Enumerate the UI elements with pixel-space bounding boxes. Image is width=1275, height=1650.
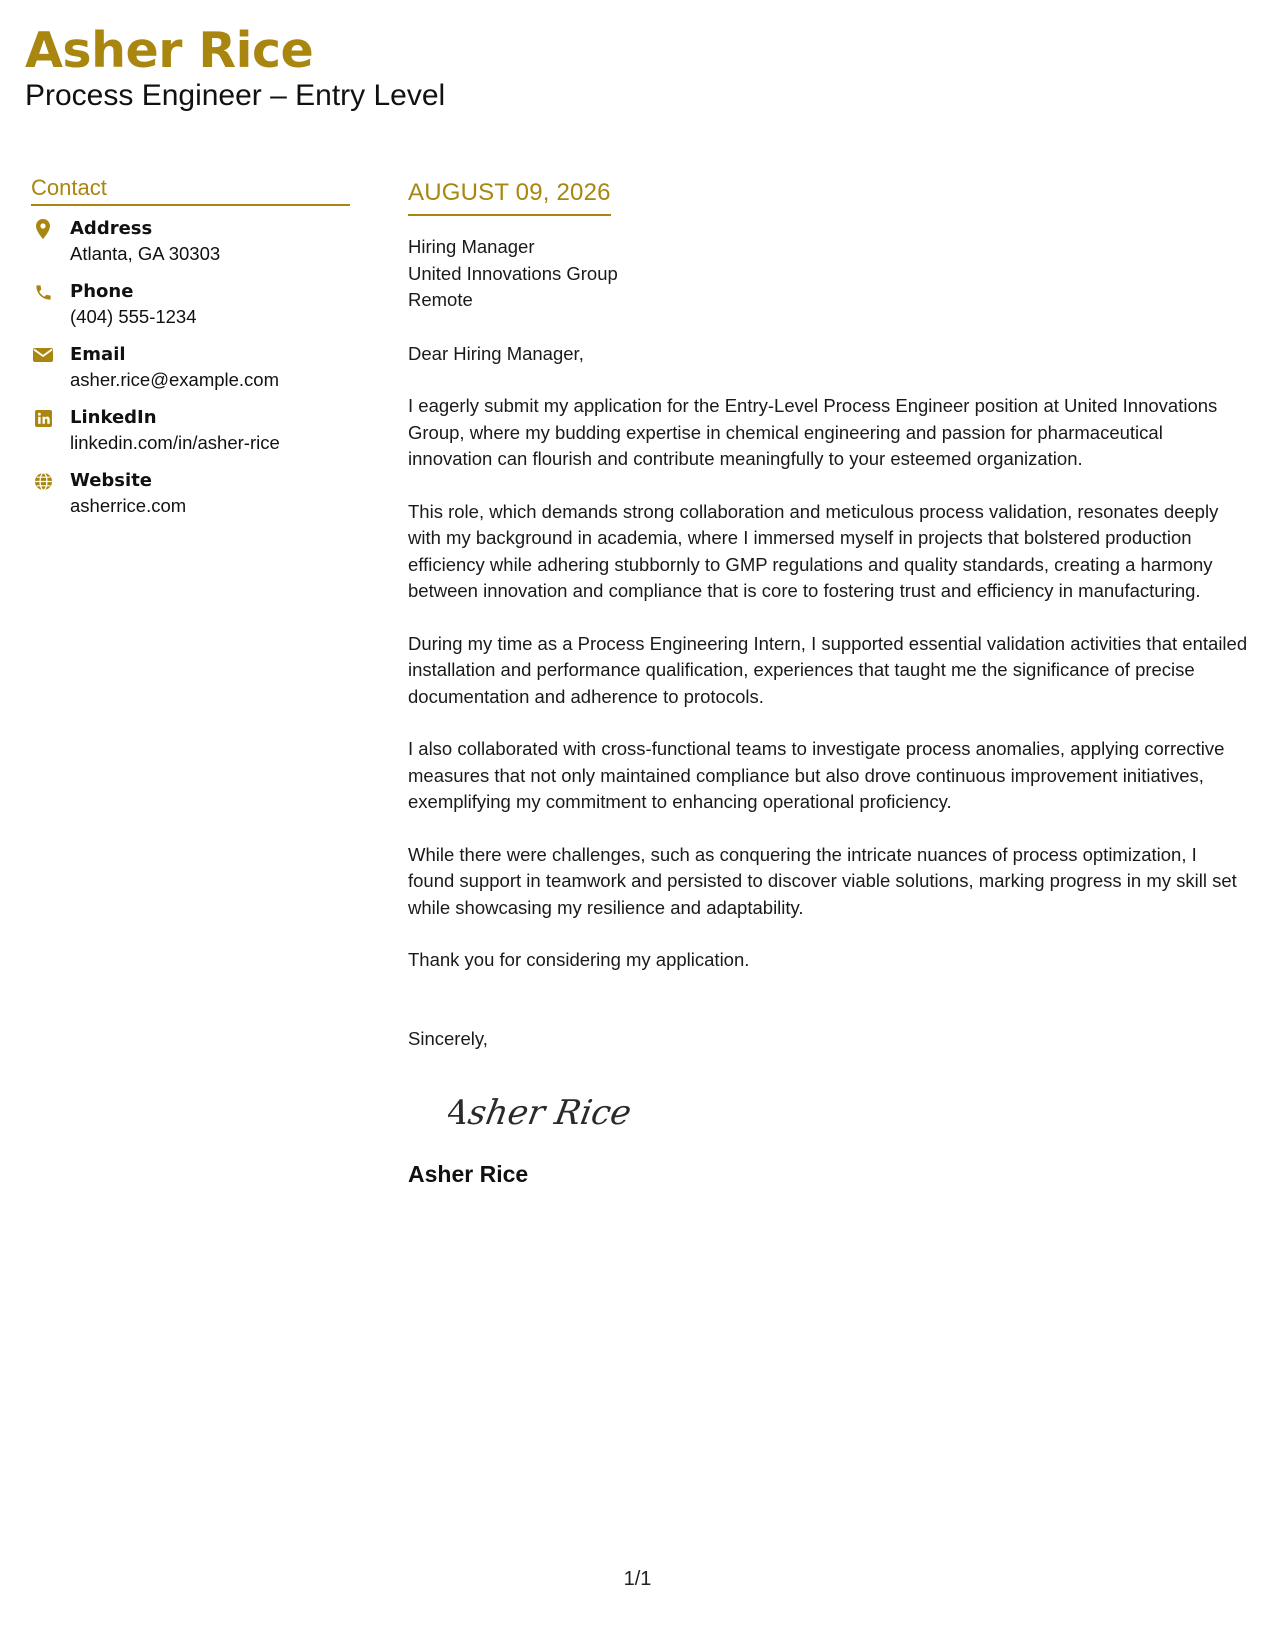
contact-item-address bbox=[31, 216, 350, 279]
handwritten-signature bbox=[448, 1080, 668, 1140]
applicant-name: Asher Rice bbox=[25, 22, 314, 79]
phone-value: (404) 555-1234 bbox=[70, 306, 197, 327]
letter-date: AUGUST 09, 2026 bbox=[408, 178, 611, 216]
contact-label: LinkedIn bbox=[70, 407, 157, 428]
contact-label: Website bbox=[70, 470, 153, 491]
letter-body bbox=[408, 178, 1248, 1188]
letter-paragraph: During my time as a Process Engineering Intern, I supported essential validation activities that entailed installation and performance qualification, experiences that taught me the significance of precise documentation and adherence to protocols. bbox=[408, 632, 1248, 707]
recipient-location: Remote bbox=[408, 289, 473, 310]
contact-item-linkedin bbox=[31, 405, 350, 468]
contact-sidebar bbox=[31, 174, 350, 531]
applicant-role: Process Engineer – Entry Level bbox=[25, 79, 446, 112]
letter-paragraph: I also collaborated with cross-functional teams to investigate process anomalies, applying corrective measures that not only maintained compliance but also drove continuous improvement initiatives, exemplifying my commitment to enhancing operational proficiency. bbox=[408, 738, 1225, 812]
contact-label: Email bbox=[70, 344, 126, 365]
location-pin-icon bbox=[33, 219, 53, 239]
closing: Sincerely, bbox=[408, 1027, 488, 1049]
salutation: Dear Hiring Manager, bbox=[408, 342, 584, 364]
letter-paragraph: Thank you for considering my application. bbox=[408, 949, 750, 970]
signer-name: Asher Rice bbox=[408, 1161, 529, 1187]
linkedin-value[interactable]: linkedin.com/in/asher-rice bbox=[70, 432, 280, 453]
email-value[interactable]: asher.rice@example.com bbox=[70, 369, 280, 390]
contact-item-website bbox=[31, 468, 350, 531]
email-icon bbox=[33, 345, 53, 365]
recipient-title: Hiring Manager bbox=[408, 236, 535, 257]
contact-item-phone bbox=[31, 279, 350, 342]
letter-paragraph: I eagerly submit my application for the Entry-Level Process Engineer position at United Innovations Group, where my budding expertise in chemical engineering and passion for pharmaceutical innovation can flourish and contribute meaningfully to your esteemed organization. bbox=[408, 395, 1218, 469]
address-value: Atlanta, GA 30303 bbox=[70, 243, 221, 264]
letter-header bbox=[25, 22, 445, 114]
contact-heading: Contact bbox=[31, 174, 350, 206]
signature-text: Asher Rice bbox=[448, 1093, 635, 1133]
letter-paragraph: While there were challenges, such as conquering the intricate nuances of process optimization, I found support in teamwork and persisted to discover viable solutions, marking progress in my skill set while showcasing my resilience and adaptability. bbox=[408, 843, 1237, 918]
contact-label: Address bbox=[70, 218, 153, 239]
phone-icon bbox=[33, 282, 53, 302]
website-value[interactable]: asherrice.com bbox=[70, 495, 187, 516]
contact-list bbox=[31, 216, 350, 531]
globe-icon bbox=[33, 471, 53, 491]
linkedin-icon bbox=[33, 408, 53, 428]
recipient-company: United Innovations Group bbox=[408, 262, 618, 284]
recipient-block bbox=[408, 234, 1248, 314]
contact-label: Phone bbox=[70, 281, 134, 302]
page-number: 1/1 bbox=[623, 1568, 652, 1590]
letter-paragraph: This role, which demands strong collaboration and meticulous process validation, resonates deeply with my background in academia, where I immersed myself in projects that bolstered production efficiency while adhering stubbornly to GMP regulations and quality standards, creating a harmony between innovation and compliance that is core to fostering trust and efficiency in manufacturing. bbox=[408, 500, 1219, 601]
contact-item-email bbox=[31, 342, 350, 405]
